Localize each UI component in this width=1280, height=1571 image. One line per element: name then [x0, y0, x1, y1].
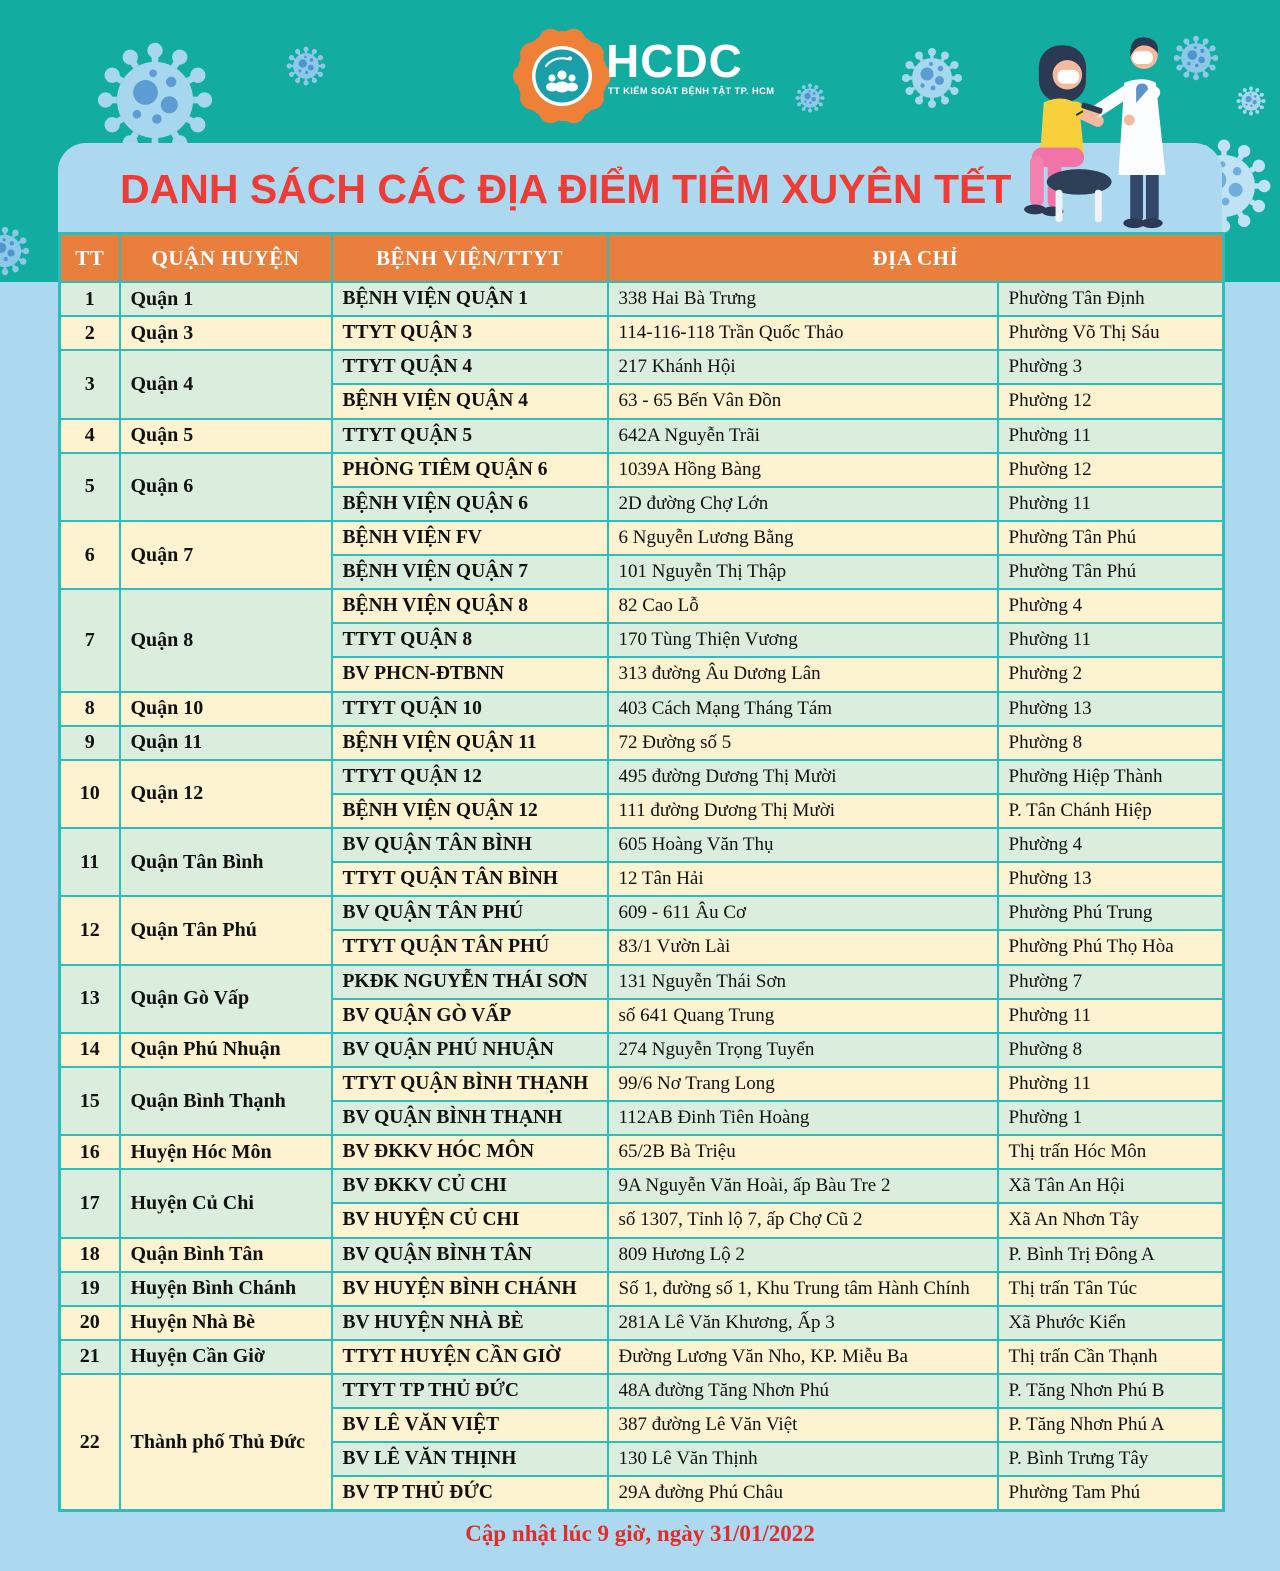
address-cell: 2D đường Chợ Lớn	[608, 487, 998, 521]
table-row	[60, 1067, 1224, 1101]
facility-cell: BV TP THỦ ĐỨC	[332, 1476, 608, 1510]
facility-cell: BV HUYỆN BÌNH CHÁNH	[332, 1272, 608, 1306]
tt-cell: 21	[60, 1340, 120, 1374]
facility-cell: BỆNH VIỆN QUẬN 7	[332, 555, 608, 589]
tt-cell: 1	[60, 282, 120, 316]
address-cell: 387 đường Lê Văn Việt	[608, 1408, 998, 1442]
logo-text: HCDC	[606, 35, 743, 87]
address-cell: 403 Cách Mạng Tháng Tám	[608, 692, 998, 726]
district-cell: Huyện Hóc Môn	[120, 1135, 332, 1169]
facility-cell: BỆNH VIỆN QUẬN 12	[332, 794, 608, 828]
facility-cell: BV ĐKKV HÓC MÔN	[332, 1135, 608, 1169]
address-cell: số 1307, Tỉnh lộ 7, ấp Chợ Cũ 2	[608, 1203, 998, 1237]
facility-cell: BV QUẬN TÂN PHÚ	[332, 896, 608, 930]
address-cell: 101 Nguyễn Thị Thập	[608, 555, 998, 589]
facility-cell: BV HUYỆN CỦ CHI	[332, 1203, 608, 1237]
ward-cell: Phường 2	[998, 657, 1224, 691]
tt-cell: 5	[60, 453, 120, 521]
tt-cell: 13	[60, 965, 120, 1033]
tt-cell: 3	[60, 350, 120, 418]
address-cell: 338 Hai Bà Trưng	[608, 282, 998, 316]
tt-cell: 18	[60, 1238, 120, 1272]
ward-cell: Phường Tam Phú	[998, 1476, 1224, 1510]
facility-cell: BỆNH VIỆN FV	[332, 521, 608, 555]
hcdc-logo-badge	[512, 26, 612, 126]
tt-cell: 10	[60, 760, 120, 828]
table-row	[60, 828, 1224, 862]
facility-cell: BV PHCN-ĐTBNN	[332, 657, 608, 691]
facility-cell: BV HUYỆN NHÀ BÈ	[332, 1306, 608, 1340]
table-row	[60, 1374, 1224, 1408]
ward-cell: Phường 12	[998, 384, 1224, 418]
page-title: DANH SÁCH CÁC ĐỊA ĐIỂM TIÊM XUYÊN TẾT	[120, 166, 1012, 212]
facility-cell: PKĐK NGUYỄN THÁI SƠN	[332, 965, 608, 999]
facility-cell: PHÒNG TIÊM QUẬN 6	[332, 453, 608, 487]
table-row	[60, 453, 1224, 487]
district-cell: Huyện Bình Chánh	[120, 1272, 332, 1306]
district-cell: Quận Gò Vấp	[120, 965, 332, 1033]
district-cell: Huyện Củ Chi	[120, 1169, 332, 1237]
ward-cell: Phường Hiệp Thành	[998, 760, 1224, 794]
address-cell: 112AB Đinh Tiên Hoàng	[608, 1101, 998, 1135]
tt-cell: 11	[60, 828, 120, 896]
tt-cell: 8	[60, 692, 120, 726]
district-cell: Quận Phú Nhuận	[120, 1033, 332, 1067]
district-cell: Quận 12	[120, 760, 332, 828]
tt-cell: 16	[60, 1135, 120, 1169]
district-cell: Quận Tân Phú	[120, 896, 332, 964]
facility-cell: TTYT QUẬN 3	[332, 316, 608, 350]
district-cell: Quận 3	[120, 316, 332, 350]
address-cell: 9A Nguyễn Văn Hoài, ấp Bàu Tre 2	[608, 1169, 998, 1203]
address-cell: 605 Hoàng Văn Thụ	[608, 828, 998, 862]
table-row	[60, 1272, 1224, 1306]
address-cell: 65/2B Bà Triệu	[608, 1135, 998, 1169]
tt-cell: 17	[60, 1169, 120, 1237]
district-cell: Quận Tân Bình	[120, 828, 332, 896]
ward-cell: Thị trấn Hóc Môn	[998, 1135, 1224, 1169]
ward-cell: Phường Phú Trung	[998, 896, 1224, 930]
address-cell: 281A Lê Văn Khương, Ấp 3	[608, 1306, 998, 1340]
address-cell: 6 Nguyễn Lương Bằng	[608, 521, 998, 555]
col-header-facility: BỆNH VIỆN/TTYT	[332, 234, 608, 283]
locations-table	[58, 232, 1225, 1512]
address-cell: 63 - 65 Bến Vân Đồn	[608, 384, 998, 418]
col-header-district: QUẬN HUYỆN	[120, 234, 332, 283]
facility-cell: TTYT QUẬN TÂN PHÚ	[332, 930, 608, 964]
ward-cell: Phường 8	[998, 726, 1224, 760]
facility-cell: BV QUẬN BÌNH THẠNH	[332, 1101, 608, 1135]
district-cell: Quận 7	[120, 521, 332, 589]
table-row	[60, 282, 1224, 316]
district-cell: Quận Bình Tân	[120, 1238, 332, 1272]
table-row	[60, 1306, 1224, 1340]
address-cell: 130 Lê Văn Thịnh	[608, 1442, 998, 1476]
virus-icon	[901, 47, 963, 109]
facility-cell: TTYT HUYỆN CẦN GIỜ	[332, 1340, 608, 1374]
address-cell: 72 Đường số 5	[608, 726, 998, 760]
ward-cell: Phường Tân Phú	[998, 521, 1224, 555]
facility-cell: BV LÊ VĂN THỊNH	[332, 1442, 608, 1476]
tt-cell: 7	[60, 589, 120, 691]
address-cell: 111 đường Dương Thị Mười	[608, 794, 998, 828]
table-row	[60, 760, 1224, 794]
col-header-address: ĐỊA CHỈ	[608, 234, 1224, 283]
facility-cell: BỆNH VIỆN QUẬN 11	[332, 726, 608, 760]
table-header-row	[60, 234, 1224, 283]
virus-icon	[1236, 86, 1266, 116]
table-row	[60, 726, 1224, 760]
address-cell: 82 Cao Lỗ	[608, 589, 998, 623]
hcdc-logo	[512, 26, 842, 136]
ward-cell: Phường 13	[998, 692, 1224, 726]
footer-updated-text: Cập nhật lúc 9 giờ, ngày 31/01/2022	[465, 1521, 815, 1546]
ward-cell: Phường 4	[998, 589, 1224, 623]
facility-cell: TTYT QUẬN 12	[332, 760, 608, 794]
facility-cell: BV QUẬN GÒ VẤP	[332, 999, 608, 1033]
district-cell: Quận 10	[120, 692, 332, 726]
tt-cell: 4	[60, 419, 120, 453]
district-cell: Quận 5	[120, 419, 332, 453]
virus-icon	[286, 46, 326, 86]
address-cell: 48A đường Tăng Nhơn Phú	[608, 1374, 998, 1408]
district-cell: Quận 11	[120, 726, 332, 760]
facility-cell: TTYT QUẬN 4	[332, 350, 608, 384]
district-cell: Thành phố Thủ Đức	[120, 1374, 332, 1511]
ward-cell: P. Bình Trị Đông A	[998, 1238, 1224, 1272]
ward-cell: Phường 12	[998, 453, 1224, 487]
facility-cell: BV ĐKKV CỦ CHI	[332, 1169, 608, 1203]
table-row	[60, 589, 1224, 623]
ward-cell: Phường Tân Phú	[998, 555, 1224, 589]
ward-cell: Xã An Nhơn Tây	[998, 1203, 1224, 1237]
ward-cell: P. Tân Chánh Hiệp	[998, 794, 1224, 828]
ward-cell: Phường 1	[998, 1101, 1224, 1135]
address-cell: 99/6 Nơ Trang Long	[608, 1067, 998, 1101]
district-cell: Quận 6	[120, 453, 332, 521]
tt-cell: 6	[60, 521, 120, 589]
address-cell: 495 đường Dương Thị Mười	[608, 760, 998, 794]
table-row	[60, 896, 1224, 930]
tt-cell: 12	[60, 896, 120, 964]
address-cell: 170 Tùng Thiện Vương	[608, 623, 998, 657]
tt-cell: 19	[60, 1272, 120, 1306]
ward-cell: Thị trấn Cần Thạnh	[998, 1340, 1224, 1374]
ward-cell: P. Bình Trưng Tây	[998, 1442, 1224, 1476]
address-cell: 809 Hương Lộ 2	[608, 1238, 998, 1272]
facility-cell: TTYT QUẬN BÌNH THẠNH	[332, 1067, 608, 1101]
address-cell: 642A Nguyễn Trãi	[608, 419, 998, 453]
address-cell: 131 Nguyễn Thái Sơn	[608, 965, 998, 999]
ward-cell: Phường Võ Thị Sáu	[998, 316, 1224, 350]
table-row	[60, 1169, 1224, 1203]
tt-cell: 9	[60, 726, 120, 760]
facility-cell: BV QUẬN BÌNH TÂN	[332, 1238, 608, 1272]
table-row	[60, 350, 1224, 384]
facility-cell: BỆNH VIỆN QUẬN 4	[332, 384, 608, 418]
ward-cell: Phường Tân Định	[998, 282, 1224, 316]
col-header-tt: TT	[60, 234, 120, 283]
ward-cell: Thị trấn Tân Túc	[998, 1272, 1224, 1306]
tt-cell: 15	[60, 1067, 120, 1135]
table-row	[60, 419, 1224, 453]
address-cell: 217 Khánh Hội	[608, 350, 998, 384]
ward-cell: Xã Tân An Hội	[998, 1169, 1224, 1203]
address-cell: 114-116-118 Trần Quốc Thảo	[608, 316, 998, 350]
facility-cell: TTYT QUẬN TÂN BÌNH	[332, 862, 608, 896]
district-cell: Quận Bình Thạnh	[120, 1067, 332, 1135]
ward-cell: Phường Phú Thọ Hòa	[998, 930, 1224, 964]
address-cell: 83/1 Vườn Lài	[608, 930, 998, 964]
logo-subtitle: TT KIỂM SOÁT BỆNH TẬT TP. HCM	[608, 86, 775, 96]
virus-icon	[0, 226, 30, 276]
facility-cell: BV LÊ VĂN VIỆT	[332, 1408, 608, 1442]
ward-cell: Phường 11	[998, 999, 1224, 1033]
district-cell: Quận 4	[120, 350, 332, 418]
facility-cell: TTYT QUẬN 10	[332, 692, 608, 726]
district-cell: Huyện Cần Giờ	[120, 1340, 332, 1374]
facility-cell: TTYT TP THỦ ĐỨC	[332, 1374, 608, 1408]
vaccination-illustration	[985, 8, 1190, 232]
address-cell: 313 đường Âu Dương Lân	[608, 657, 998, 691]
table-row	[60, 316, 1224, 350]
district-cell: Huyện Nhà Bè	[120, 1306, 332, 1340]
ward-cell: Phường 7	[998, 965, 1224, 999]
table-row	[60, 692, 1224, 726]
ward-cell: Phường 11	[998, 419, 1224, 453]
ward-cell: Phường 4	[998, 828, 1224, 862]
address-cell: 12 Tân Hải	[608, 862, 998, 896]
district-cell: Quận 8	[120, 589, 332, 691]
virus-icon	[96, 41, 214, 159]
table-row	[60, 1340, 1224, 1374]
address-cell: 274 Nguyễn Trọng Tuyển	[608, 1033, 998, 1067]
address-cell: 29A đường Phú Châu	[608, 1476, 998, 1510]
table-row	[60, 1238, 1224, 1272]
facility-cell: BỆNH VIỆN QUẬN 1	[332, 282, 608, 316]
ward-cell: P. Tăng Nhơn Phú B	[998, 1374, 1224, 1408]
facility-cell: BỆNH VIỆN QUẬN 6	[332, 487, 608, 521]
facility-cell: TTYT QUẬN 5	[332, 419, 608, 453]
tt-cell: 20	[60, 1306, 120, 1340]
content-card	[58, 143, 1222, 1571]
table-row	[60, 1033, 1224, 1067]
ward-cell: P. Tăng Nhơn Phú A	[998, 1408, 1224, 1442]
facility-cell: TTYT QUẬN 8	[332, 623, 608, 657]
ward-cell: Phường 11	[998, 487, 1224, 521]
facility-cell: BỆNH VIỆN QUẬN 8	[332, 589, 608, 623]
table-row	[60, 965, 1224, 999]
ward-cell: Phường 8	[998, 1033, 1224, 1067]
district-cell: Quận 1	[120, 282, 332, 316]
facility-cell: BV QUẬN TÂN BÌNH	[332, 828, 608, 862]
address-cell: Số 1, đường số 1, Khu Trung tâm Hành Chính	[608, 1272, 998, 1306]
ward-cell: Phường 3	[998, 350, 1224, 384]
ward-cell: Xã Phước Kiển	[998, 1306, 1224, 1340]
table-row	[60, 521, 1224, 555]
address-cell: 609 - 611 Âu Cơ	[608, 896, 998, 930]
ward-cell: Phường 11	[998, 1067, 1224, 1101]
address-cell: 1039A Hồng Bàng	[608, 453, 998, 487]
ward-cell: Phường 13	[998, 862, 1224, 896]
ward-cell: Phường 11	[998, 623, 1224, 657]
tt-cell: 22	[60, 1374, 120, 1511]
tt-cell: 14	[60, 1033, 120, 1067]
address-cell: Đường Lương Văn Nho, KP. Miễu Ba	[608, 1340, 998, 1374]
tt-cell: 2	[60, 316, 120, 350]
facility-cell: BV QUẬN PHÚ NHUẬN	[332, 1033, 608, 1067]
table-row	[60, 1135, 1224, 1169]
address-cell: số 641 Quang Trung	[608, 999, 998, 1033]
